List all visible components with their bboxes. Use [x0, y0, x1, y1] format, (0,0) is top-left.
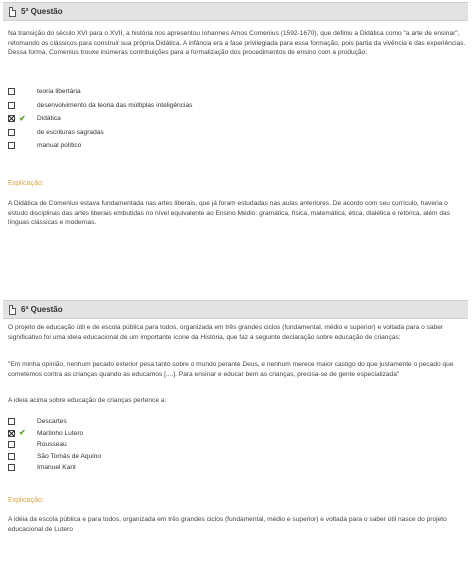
- checkbox[interactable]: [8, 453, 15, 460]
- question-6-prompt: A ideia acima sobre educação de crianças pertence a:: [8, 397, 167, 404]
- green-check-icon: ✔: [19, 428, 26, 438]
- checkbox[interactable]: [8, 464, 15, 471]
- document-icon: [9, 305, 16, 315]
- answer-option-label: Imanuel Kant: [37, 464, 76, 472]
- answer-option-label: desenvolvimento da teoria das múltiplas inteligências: [37, 101, 193, 109]
- answer-option[interactable]: [8, 462, 101, 474]
- answer-option-label: teoria libertária: [37, 88, 81, 96]
- question-5-explanation-title: Explicação:: [8, 180, 44, 187]
- checkbox[interactable]: [8, 418, 15, 425]
- document-icon: [9, 7, 16, 17]
- answer-option[interactable]: [8, 112, 192, 126]
- question-6-quote: "Em minha opinião, nenhum pecado exterior pesa tanto sobre o mundo perante Deus, e nenhum merece maior castigo do que justamente o pecado que cometemos contra as crianças quando as educamos [....]. Para ensinar e educar bem as crianças, precisa-se de gente especializada": [8, 361, 454, 378]
- checkbox[interactable]: [8, 102, 15, 109]
- question-6-explanation: A idéia da escola pública e para todos, organizada em três grandes ciclos (fundamental, médio e superior) e voltada para o saber útil nasce do projeto educacional de Lutero: [8, 516, 447, 533]
- question-5-title: 5ª Questão: [21, 7, 63, 16]
- question-5-header: [3, 2, 468, 21]
- answer-option-label: Didática: [37, 115, 61, 123]
- question-5-explanation: A Didática de Comenius estava fundamentada nas artes liberais, que já foram estudadas nas aulas anteriores. De acordo com seu currículo, haveria o estudo disciplinas das artes liberais embutidas no nível equivalente ao Ensino Médio: gramática, física, matemática, ética, dialética e retórica, além das línguas clássicas e modernas.: [8, 200, 451, 226]
- checkbox[interactable]: [8, 88, 15, 95]
- question-6-options: [8, 416, 101, 474]
- answer-option-label: Descartes: [37, 418, 67, 426]
- answer-option[interactable]: [8, 428, 101, 440]
- answer-option[interactable]: [8, 439, 101, 451]
- checkbox[interactable]: [8, 129, 15, 136]
- checkbox[interactable]: [8, 441, 15, 448]
- answer-option-label: manual político: [37, 142, 82, 150]
- x-checkbox-icon[interactable]: [8, 430, 15, 437]
- answer-option-label: de escrituras sagradas: [37, 128, 104, 136]
- question-5-statement: Na transição do século XVI para o XVII, a história nos apresentou Iohannes Amos Comenius (1592-1670), que definiu a Didática como "a arte de ensinar", retomando os clássicos para construir sua própria Didática. A infância era a fase privilegiada para essa formação, pois partia da vivência e das experiências. Dessa forma, Comenius trouxe inúmeras contribuições para a formalização dos procedimentos de ensino com a produção:: [8, 30, 466, 56]
- question-5-options: [8, 85, 192, 153]
- green-check-icon: ✔: [19, 113, 26, 123]
- answer-option[interactable]: [8, 451, 101, 463]
- status-slot: [15, 115, 37, 123]
- x-checkbox-icon[interactable]: [8, 115, 15, 122]
- checkbox[interactable]: [8, 142, 15, 149]
- answer-option-label: Martinho Lutero: [37, 429, 84, 437]
- status-slot: [15, 429, 37, 437]
- answer-option-label: Rousseau: [37, 441, 67, 449]
- question-6-title: 6ª Questão: [21, 305, 63, 314]
- answer-option[interactable]: [8, 126, 192, 140]
- answer-option[interactable]: [8, 85, 192, 99]
- answer-option[interactable]: [8, 139, 192, 153]
- question-6-explanation-title: Explicação:: [8, 497, 44, 504]
- answer-option-label: São Tomás de Aquino: [37, 452, 102, 460]
- answer-option[interactable]: [8, 99, 192, 113]
- question-6-statement: O projeto de educação útil e de escola pública para todos, organizada em três grandes ciclos (fundamental, médio e superior) e voltada para o saber significativo foi uma ideia educacional de um importante ícone da História, que faz a seguinte declaração sobre educação de crianças:: [8, 324, 444, 341]
- question-6-header: [3, 300, 468, 319]
- answer-option[interactable]: [8, 416, 101, 428]
